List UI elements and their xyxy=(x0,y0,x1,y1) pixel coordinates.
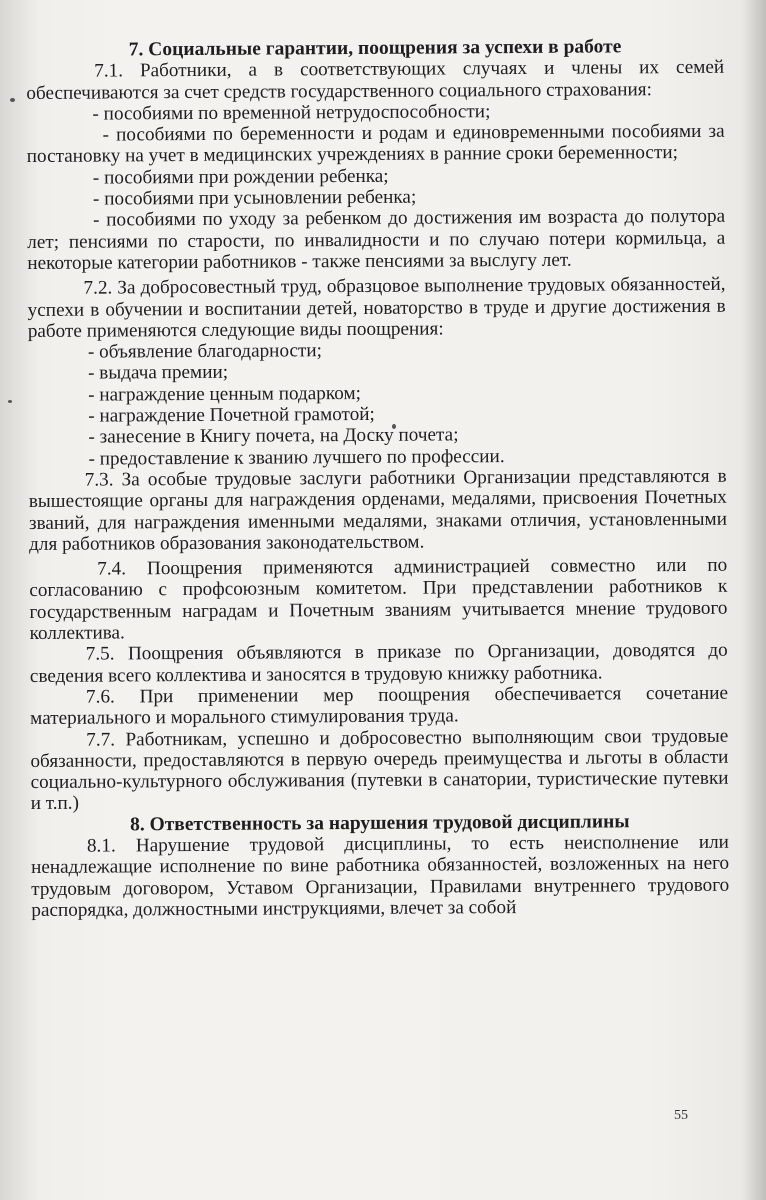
list-item: - выдача премии; xyxy=(87,362,229,385)
paragraph-7-1: 7.1. Работники, а в соответствующих случаях и члены их семей обеспечиваются за счет средств государственного социального страхования: xyxy=(26,57,725,104)
paragraph-7-4: 7.4. Поощрения применяются администрацией совместно или по согласованию с профсоюзным комитетом. При представлении работников к государственным наградам и Почетным званиям учитывается мнение трудового коллектива. xyxy=(29,554,728,645)
scan-speck xyxy=(10,98,15,102)
list-item: - награждение ценным подарком; xyxy=(88,382,361,406)
paragraph-7-3: 7.3. За особые трудовые заслуги работники Организации представляются в вышестоящие органы для награждения орденами, медалями, присвоения Почетных званий, для награждения именными медалями, знаками отличия, установленными для работников образования законодательством. xyxy=(28,465,728,555)
list-item: - предоставление к званию лучшего по профессии. xyxy=(88,445,505,470)
section-7-title: 7. Социальные гарантии, поощрения за успехи в работе xyxy=(128,36,622,61)
paragraph-7-6: 7.6. При применении мер поощрения обеспечивается сочетание материального и морального стимулирования труда. xyxy=(30,682,729,730)
list-item: - пособиями по временной нетрудоспособности; xyxy=(92,101,491,125)
page-number: 55 xyxy=(674,1108,688,1123)
paragraph-7-2: 7.2. За добросовестный труд, образцовое выполнение трудовых обязанностей, успехи в обучении и воспитании детей, новаторство в труде и другие достижения в работе применяются следующие виды поощрения: xyxy=(27,273,726,342)
page-edge-shadow xyxy=(744,0,766,1200)
list-item: - награждение Почетной грамотой; xyxy=(88,403,375,427)
paragraph-7-7: 7.7. Работникам, успешно и добросовестно выполняющим свои трудовые обязанности, предоставляются в первую очередь преимущества и льготы в области социально-культурного обслуживания (путевки в санатории, туристические путевки и т.п.) xyxy=(30,725,729,815)
paragraph-7-5: 7.5. Поощрения объявляются в приказе по Организации, доводятся до сведения всего коллектива и заносятся в трудовую книжку работника. xyxy=(29,640,728,687)
section-8-title: 8. Ответственность за нарушения трудовой дисциплины xyxy=(129,811,630,836)
list-item: - занесение в Книгу почета, на Доску почета; xyxy=(88,424,459,448)
list-item: - пособиями при усыновлении ребенка; xyxy=(92,186,417,210)
document-body xyxy=(26,36,729,921)
scan-speck xyxy=(8,400,12,403)
paragraph-8-1: 8.1. Нарушение трудовой дисциплины, то есть неисполнение или ненадлежащие исполнение по вине работника обязанностей, возложенных на него трудовым договором, Уставом Организации, Правилами внутреннего трудового распорядка, должностными инструкциями, влечет за собой xyxy=(30,831,730,921)
list-item: - объявление благодарности; xyxy=(87,340,323,363)
list-item: - пособиями при рождении ребенка; xyxy=(92,165,389,189)
list-item: - пособиями по уходу за ребенком до достижения им возраста до полутора лет; пенсиями по старости, по инвалидности и по случаю потери кормильца, а некоторые категории работников - также пенсиями за выслугу лет. xyxy=(27,206,726,274)
list-item: - пособиями по беременности и родам и единовременными пособиями за постановку на учет в медицинских учреждениях в ранние сроки беременности; xyxy=(26,120,725,168)
